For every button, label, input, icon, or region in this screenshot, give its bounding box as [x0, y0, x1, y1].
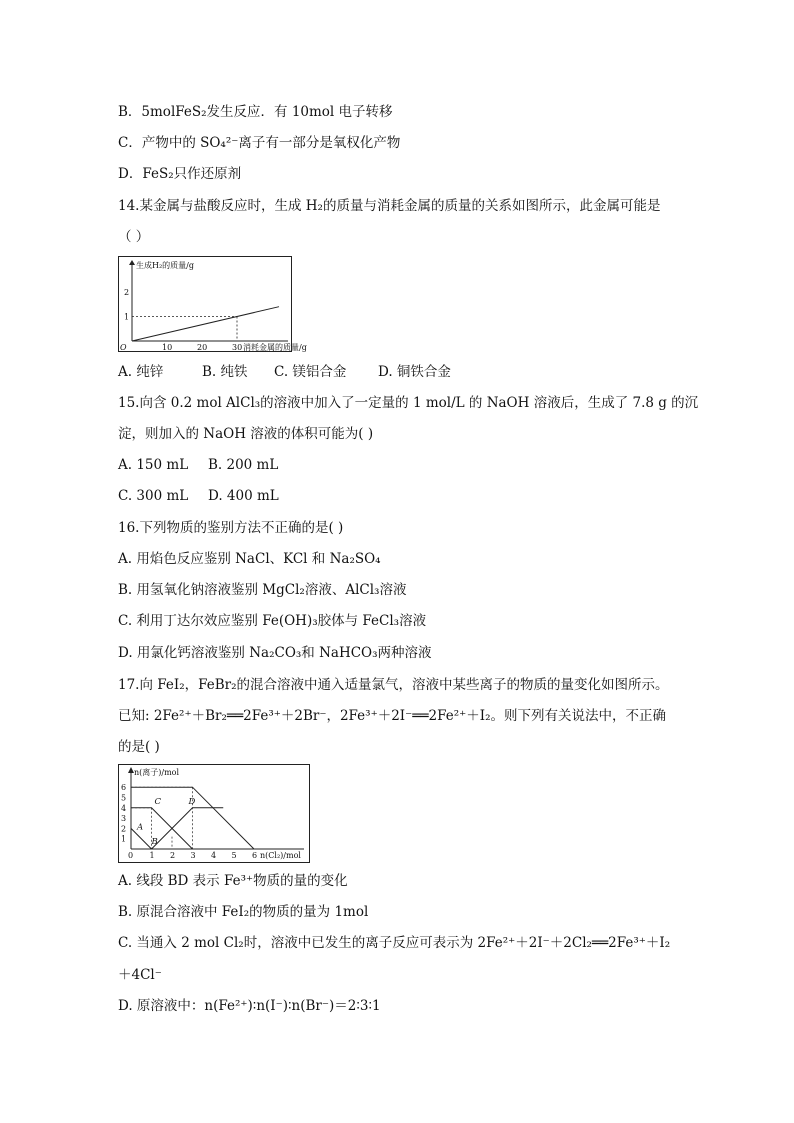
ion-amount-chart: [118, 764, 310, 863]
y-tick-label: 4: [121, 803, 127, 813]
q15-option-b: B. 200 mL: [208, 457, 279, 473]
y-tick-label: 3: [121, 814, 127, 824]
x-axis-label: 消耗金属的质量/g: [243, 343, 307, 352]
q17-option-d: D. 原溶液中：n(Fe²⁺)∶n(I⁻)∶n(Br⁻)＝2∶3∶1: [118, 998, 381, 1014]
y-tick-label: 6: [121, 783, 127, 793]
x-tick-label: 6: [252, 851, 258, 860]
q14-option-a: A. 纯锌: [118, 364, 164, 380]
q17-stem: 17.向 FeI₂，FeBr₂的混合溶液中通入适量氯气，溶液中某些离子的物质的量变化如图所示。: [118, 677, 669, 693]
q15-options-row2: [118, 487, 279, 505]
y-axis-arrow: [129, 260, 135, 265]
q16-option-b: B. 用氢氧化钠溶液鉴别 MgCl₂溶液、AlCl₃溶液: [118, 582, 407, 598]
q14-option-b: B. 纯铁: [202, 364, 248, 380]
q16-option-a: A. 用焰色反应鉴别 NaCl、KCl 和 Na₂SO₄: [118, 551, 381, 567]
point-label-d: D: [188, 796, 196, 807]
q17-known-equations: 已知: 2Fe²⁺＋Br₂══2Fe³⁺＋2Br⁻，2Fe³⁺＋2I⁻══2Fe²⁺＋I₂。则下列有关说法中，不正确: [118, 708, 666, 724]
q15-stem: 15.向含 0.2 mol AlCl₃的溶液中加入了一定量的 1 mol/L 的 NaOH 溶液后，生成了 7.8 g 的沉: [118, 395, 699, 411]
q13-option-d: D．FeS₂只作还原剂: [118, 166, 242, 182]
x-tick-label: 3: [190, 851, 196, 860]
x-tick-label: 1: [149, 851, 155, 860]
origin-label: 0: [128, 851, 134, 860]
q17-stem-end: 的是( ): [118, 739, 160, 755]
q14-option-c: C. 镁铝合金: [274, 364, 347, 380]
x-axis-label: n(Cl₂)/mol: [260, 851, 301, 860]
q15-option-a: A. 150 mL: [118, 457, 189, 473]
q17-option-c: C. 当通入 2 mol Cl₂时，溶液中已发生的离子反应可表示为 2Fe²⁺＋2I⁻＋2Cl₂══2Fe³⁺＋I₂: [118, 935, 671, 951]
q14-option-d: D. 铜铁合金: [378, 364, 451, 380]
q17-option-c-cont: ＋4Cl⁻: [118, 967, 162, 983]
y-tick-label: 1: [121, 834, 127, 844]
x-tick-label: 2: [170, 851, 176, 860]
y-tick-label: 2: [121, 824, 127, 834]
q17-option-a: A. 线段 BD 表示 Fe³⁺物质的量的变化: [118, 873, 348, 889]
q14-options: [118, 363, 451, 381]
point-label-a: A: [137, 822, 144, 833]
series-line-2: [152, 808, 224, 849]
y-axis-label: 生成H₂的质量/g: [136, 261, 194, 270]
y-axis-label: n(离子)/mol: [134, 768, 180, 777]
x-tick-label: 4: [211, 851, 217, 860]
y-tick-label: 5: [121, 793, 127, 803]
q13-option-c: C．产物中的 SO₄²⁻离子有一部分是氧权化产物: [118, 135, 401, 151]
q15-option-d: D. 400 mL: [208, 488, 279, 504]
q13-option-b: B．5molFeS₂发生反应．有 10mol 电子转移: [118, 104, 393, 120]
origin-label: O: [120, 343, 127, 352]
x-tick-label: 10: [162, 343, 173, 352]
q17-option-b: B. 原混合溶液中 FeI₂的物质的量为 1mol: [118, 904, 369, 920]
point-label-c: C: [154, 796, 162, 807]
q15-stem-cont: 淀，则加入的 NaOH 溶液的体积可能为( ): [118, 426, 374, 442]
x-tick-label: 30: [232, 343, 243, 352]
q14-answer-blank: （ ）: [118, 229, 150, 245]
q16-option-c: C. 利用丁达尔效应鉴别 Fe(OH)₃胶体与 FeCl₃溶液: [118, 613, 427, 629]
q15-options-row1: [118, 456, 278, 474]
q15-option-c: C. 300 mL: [118, 488, 189, 504]
y-tick-label: 2: [124, 288, 130, 297]
point-label-b: B: [151, 837, 158, 847]
x-tick-label: 20: [197, 343, 208, 352]
x-tick-label: 5: [231, 851, 237, 860]
h2-mass-chart: [118, 256, 307, 352]
y-tick-label: 1: [124, 312, 130, 322]
q16-stem: 16.下列物质的鉴别方法不正确的是( ): [118, 520, 344, 536]
q16-option-d: D. 用氯化钙溶液鉴别 Na₂CO₃和 NaHCO₃两种溶液: [118, 645, 432, 661]
series-line-h2: [132, 307, 279, 341]
q14-stem: 14.某金属与盐酸反应时，生成 H₂的质量与消耗金属的质量的关系如图所示，此金属可能是: [118, 198, 661, 214]
